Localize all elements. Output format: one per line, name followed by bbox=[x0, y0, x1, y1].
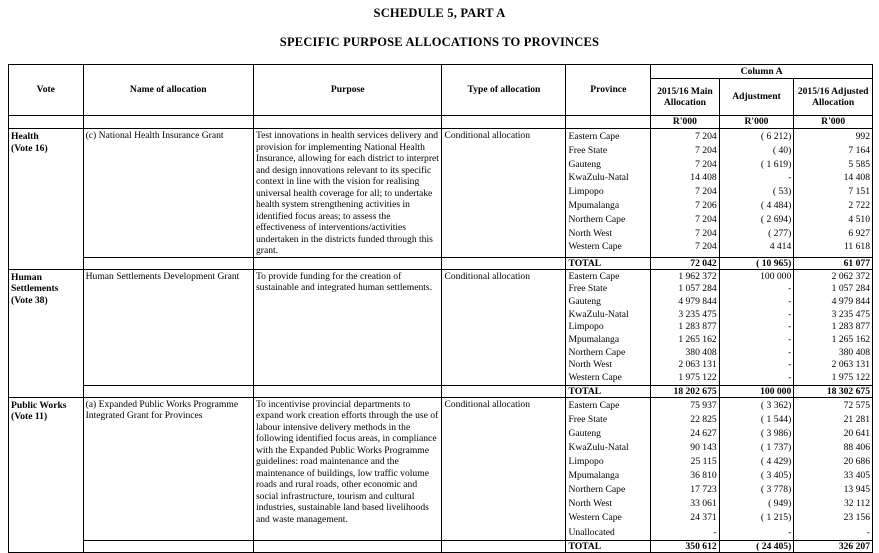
adjusted-allocation-value: 7 164 bbox=[848, 144, 870, 156]
unit-row bbox=[9, 116, 873, 129]
adjustment-value: ( 4 484) bbox=[760, 199, 792, 211]
adjustment-value: - bbox=[788, 308, 792, 320]
main-allocation-value: 17 723 bbox=[690, 484, 717, 496]
unit-main: R'000 bbox=[651, 116, 720, 129]
main-allocation-value: 4 979 844 bbox=[678, 295, 717, 307]
header-adjusted-allocation: 2015/16 Adjusted Allocation bbox=[794, 79, 873, 116]
unit-adjustment: R'000 bbox=[719, 116, 794, 129]
adjusted-allocation-value: 13 945 bbox=[843, 484, 870, 496]
province-name: Eastern Cape bbox=[568, 270, 620, 282]
adjustment-value: ( 1 737) bbox=[760, 441, 792, 453]
province-name: Free State bbox=[568, 283, 608, 295]
allocation-type: Conditional allocation bbox=[442, 269, 566, 385]
header-vote: Vote bbox=[9, 65, 84, 116]
adjusted-allocation bbox=[794, 397, 873, 540]
adjustment-value: 100 000 bbox=[760, 270, 792, 282]
main-allocation-value: 1 962 372 bbox=[678, 270, 717, 282]
adjustment-value: - bbox=[788, 372, 792, 383]
adjusted-allocation-value: 2 722 bbox=[848, 199, 870, 211]
total-blank bbox=[9, 540, 84, 552]
section-row bbox=[9, 129, 873, 258]
main-allocation-value: 90 143 bbox=[690, 441, 717, 453]
section-row bbox=[9, 397, 873, 540]
province-name: Limpopo bbox=[568, 186, 604, 198]
allocation-purpose: Test innovations in health services delivery and provision for implementing National Health Insurance, allowing for each district to interpret and design innovations relevant to its specific context in line with the vision for realising universal health coverage for all; to undertake health system strengthening activities in identified focus areas; to assess the effectiveness of interventions/activities undertaken in the districts funded through this grant. bbox=[253, 129, 442, 258]
main-allocation-value: 7 204 bbox=[695, 227, 717, 239]
adjusted-allocation-value: 1 057 284 bbox=[831, 283, 870, 295]
main-allocation-value: 380 408 bbox=[685, 346, 717, 358]
main-allocation-value: 36 810 bbox=[690, 470, 717, 482]
province-name: Western Cape bbox=[568, 512, 622, 524]
total-blank bbox=[83, 385, 253, 397]
main-allocation-value: 1 283 877 bbox=[678, 321, 717, 333]
adjustment-value: ( 1 544) bbox=[760, 413, 792, 425]
main-allocation bbox=[651, 269, 720, 385]
total-row bbox=[9, 540, 873, 552]
adjusted-allocation-value: 3 235 475 bbox=[831, 308, 870, 320]
total-row bbox=[9, 385, 873, 397]
main-allocation-value: 7 204 bbox=[695, 158, 717, 170]
main-allocation-value: 3 235 475 bbox=[678, 308, 717, 320]
main-allocation-value: 14 408 bbox=[690, 172, 717, 184]
page-title: SCHEDULE 5, PART A bbox=[373, 6, 506, 20]
province-name: Mpumalanga bbox=[568, 199, 620, 211]
adjusted-allocation-value: 11 618 bbox=[843, 241, 870, 253]
adjustment-value: - bbox=[788, 321, 792, 333]
unit-adjusted: R'000 bbox=[794, 116, 873, 129]
adjustment-value: ( 6 212) bbox=[760, 131, 792, 142]
main-allocation bbox=[651, 397, 720, 540]
province-name: Limpopo bbox=[568, 456, 604, 468]
adjustment-value: - bbox=[788, 295, 792, 307]
main-allocation-value: 24 627 bbox=[690, 427, 717, 439]
total-blank bbox=[83, 257, 253, 269]
adjustment-value: ( 3 986) bbox=[760, 427, 792, 439]
adjusted-allocation-value: 2 062 372 bbox=[831, 270, 870, 282]
total-blank bbox=[442, 385, 566, 397]
adjustment-value: - bbox=[788, 172, 792, 184]
adjusted-allocation-value: 21 281 bbox=[843, 413, 870, 425]
province-list bbox=[566, 397, 651, 540]
allocation-purpose: To provide funding for the creation of sustainable and integrated human settlements. bbox=[253, 269, 442, 385]
adjusted-allocation-value: 23 156 bbox=[843, 512, 870, 524]
unit-blank bbox=[442, 116, 566, 129]
adjustment-value: - bbox=[788, 359, 792, 371]
province-list bbox=[566, 269, 651, 385]
province-name: KwaZulu-Natal bbox=[568, 441, 629, 453]
adjustment-value: - bbox=[788, 526, 792, 538]
province-name: Northern Cape bbox=[568, 484, 626, 496]
total-label: TOTAL bbox=[566, 540, 651, 552]
province-name: Mpumalanga bbox=[568, 470, 620, 482]
adjustment-value: ( 2 694) bbox=[760, 213, 792, 225]
adjustment-value: ( 277) bbox=[768, 227, 792, 239]
adjusted-allocation-value: 72 575 bbox=[843, 399, 870, 411]
adjustment bbox=[719, 269, 794, 385]
main-allocation-value: 33 061 bbox=[690, 498, 717, 510]
adjustment-value: 4 414 bbox=[769, 241, 792, 253]
total-main: 350 612 bbox=[651, 540, 720, 552]
total-adjusted: 18 302 675 bbox=[794, 385, 873, 397]
main-allocation-value: 7 204 bbox=[695, 144, 717, 156]
province-name: Western Cape bbox=[568, 241, 622, 253]
adjusted-allocation-value: 2 063 131 bbox=[831, 359, 870, 371]
province-name: Gauteng bbox=[568, 427, 601, 439]
allocation-name: (a) Expanded Public Works Programme Integrated Grant for Provinces bbox=[83, 397, 253, 540]
allocation-name: (c) National Health Insurance Grant bbox=[83, 129, 253, 258]
total-label: TOTAL bbox=[566, 257, 651, 269]
total-adjusted: 61 077 bbox=[794, 257, 873, 269]
adjusted-allocation-value: 32 112 bbox=[843, 498, 870, 510]
total-row bbox=[9, 257, 873, 269]
adjustment bbox=[719, 129, 794, 258]
main-allocation-value: 7 204 bbox=[695, 213, 717, 225]
main-allocation-value: 22 825 bbox=[690, 413, 717, 425]
header-purpose: Purpose bbox=[253, 65, 442, 116]
adjusted-allocation-value: 20 686 bbox=[843, 456, 870, 468]
adjustment-value: ( 4 429) bbox=[760, 456, 792, 468]
adjusted-allocation-value: 5 585 bbox=[848, 158, 870, 170]
total-adjustment: ( 10 965) bbox=[719, 257, 794, 269]
total-blank bbox=[253, 257, 442, 269]
adjustment-value: - bbox=[788, 283, 792, 295]
adjusted-allocation-value: 1 283 877 bbox=[831, 321, 870, 333]
province-name: Mpumalanga bbox=[568, 333, 620, 345]
vote-cell: Health (Vote 16) bbox=[9, 129, 84, 258]
main-allocation-value: 25 115 bbox=[690, 456, 717, 468]
adjustment bbox=[719, 397, 794, 540]
page-subtitle: SPECIFIC PURPOSE ALLOCATIONS TO PROVINCES bbox=[279, 35, 600, 49]
header-column-a: Column A bbox=[651, 65, 873, 79]
total-blank bbox=[9, 257, 84, 269]
section-row bbox=[9, 269, 873, 385]
province-name: Eastern Cape bbox=[568, 131, 620, 142]
adjustment-value: ( 1 215) bbox=[760, 512, 792, 524]
main-allocation-value: 7 204 bbox=[695, 131, 717, 142]
province-name: Limpopo bbox=[568, 321, 604, 333]
province-list bbox=[566, 129, 651, 258]
allocations-table bbox=[8, 64, 873, 553]
adjusted-allocation-value: 4 979 844 bbox=[831, 295, 870, 307]
main-allocation-value: 7 204 bbox=[695, 186, 717, 198]
main-allocation-value: 24 371 bbox=[690, 512, 717, 524]
adjusted-allocation bbox=[794, 269, 873, 385]
vote-cell: Public Works (Vote 11) bbox=[9, 397, 84, 540]
adjusted-allocation-value: 14 408 bbox=[843, 172, 870, 184]
province-name: KwaZulu-Natal bbox=[568, 308, 629, 320]
adjustment-value: ( 53) bbox=[772, 186, 792, 198]
unit-blank bbox=[83, 116, 253, 129]
allocation-type: Conditional allocation bbox=[442, 129, 566, 258]
province-name: Free State bbox=[568, 144, 608, 156]
adjusted-allocation-value: 88 406 bbox=[843, 441, 870, 453]
allocation-purpose: To incentivise provincial departments to expand work creation efforts through the use of labour intensive delivery methods in the following identified focus areas, in compliance with the Expanded Public Works Programme guidelines: road maintenance and the maintenance of buildings, low traffic volume roads and rural roads, other economic and social infrastructure, tourism and cultural industries, sustainable land based livelihoods and waste management. bbox=[253, 397, 442, 540]
adjusted-allocation-value: 1 975 122 bbox=[831, 372, 870, 383]
province-name: Northern Cape bbox=[568, 346, 626, 358]
header-name: Name of allocation bbox=[83, 65, 253, 116]
adjusted-allocation-value: 6 927 bbox=[848, 227, 870, 239]
unit-blank bbox=[566, 116, 651, 129]
adjusted-allocation-value: 7 151 bbox=[848, 186, 870, 198]
province-name: Free State bbox=[568, 413, 608, 425]
province-name: Unallocated bbox=[568, 526, 615, 538]
total-main: 72 042 bbox=[651, 257, 720, 269]
allocation-type: Conditional allocation bbox=[442, 397, 566, 540]
main-allocation-value: 1 057 284 bbox=[678, 283, 717, 295]
adjusted-allocation-value: 20 641 bbox=[843, 427, 870, 439]
province-name: Northern Cape bbox=[568, 213, 626, 225]
unit-blank bbox=[253, 116, 442, 129]
adjusted-allocation-value: 380 408 bbox=[838, 346, 870, 358]
adjustment-value: - bbox=[788, 346, 792, 358]
province-name: North West bbox=[568, 498, 613, 510]
main-allocation-value: 1 975 122 bbox=[678, 372, 717, 383]
province-name: North West bbox=[568, 359, 613, 371]
main-allocation-value: 7 204 bbox=[695, 241, 717, 253]
adjusted-allocation bbox=[794, 129, 873, 258]
main-allocation-value: 1 265 162 bbox=[678, 333, 717, 345]
province-name: Gauteng bbox=[568, 295, 601, 307]
vote-cell: Human Settlements (Vote 38) bbox=[9, 269, 84, 385]
total-blank bbox=[253, 540, 442, 552]
province-name: Gauteng bbox=[568, 158, 601, 170]
total-blank bbox=[83, 540, 253, 552]
adjusted-allocation-value: - bbox=[866, 526, 870, 538]
header-main-allocation: 2015/16 Main Allocation bbox=[651, 79, 720, 116]
main-allocation-value: 75 937 bbox=[690, 399, 717, 411]
header-row-column-a bbox=[9, 65, 873, 79]
table-body bbox=[9, 116, 873, 553]
adjusted-allocation-value: 33 405 bbox=[843, 470, 870, 482]
province-name: Eastern Cape bbox=[568, 399, 620, 411]
adjusted-allocation-value: 4 510 bbox=[848, 213, 870, 225]
main-allocation bbox=[651, 129, 720, 258]
adjustment-value: ( 949) bbox=[768, 498, 792, 510]
main-allocation-value: 7 206 bbox=[695, 199, 717, 211]
header-adjustment: Adjustment bbox=[719, 79, 794, 116]
unit-blank bbox=[9, 116, 84, 129]
total-label: TOTAL bbox=[566, 385, 651, 397]
total-adjustment: 100 000 bbox=[719, 385, 794, 397]
total-blank bbox=[9, 385, 84, 397]
total-blank bbox=[253, 385, 442, 397]
province-name: KwaZulu-Natal bbox=[568, 172, 629, 184]
total-blank bbox=[442, 540, 566, 552]
adjustment-value: ( 3 405) bbox=[760, 470, 792, 482]
adjustment-value: ( 3 778) bbox=[760, 484, 792, 496]
total-main: 18 202 675 bbox=[651, 385, 720, 397]
adjusted-allocation-value: 1 265 162 bbox=[831, 333, 870, 345]
header-province: Province bbox=[566, 65, 651, 116]
adjustment-value: - bbox=[788, 333, 792, 345]
main-allocation-value: - bbox=[713, 526, 717, 538]
adjustment-value: ( 1 619) bbox=[760, 158, 792, 170]
province-name: Western Cape bbox=[568, 372, 622, 383]
main-allocation-value: 2 063 131 bbox=[678, 359, 717, 371]
total-blank bbox=[442, 257, 566, 269]
header-type: Type of allocation bbox=[442, 65, 566, 116]
total-adjustment: ( 24 405) bbox=[719, 540, 794, 552]
total-adjusted: 326 207 bbox=[794, 540, 873, 552]
province-name: North West bbox=[568, 227, 613, 239]
adjustment-value: ( 40) bbox=[772, 144, 792, 156]
allocation-name: Human Settlements Development Grant bbox=[83, 269, 253, 385]
adjustment-value: ( 3 362) bbox=[760, 399, 792, 411]
adjusted-allocation-value: 992 bbox=[855, 131, 870, 142]
